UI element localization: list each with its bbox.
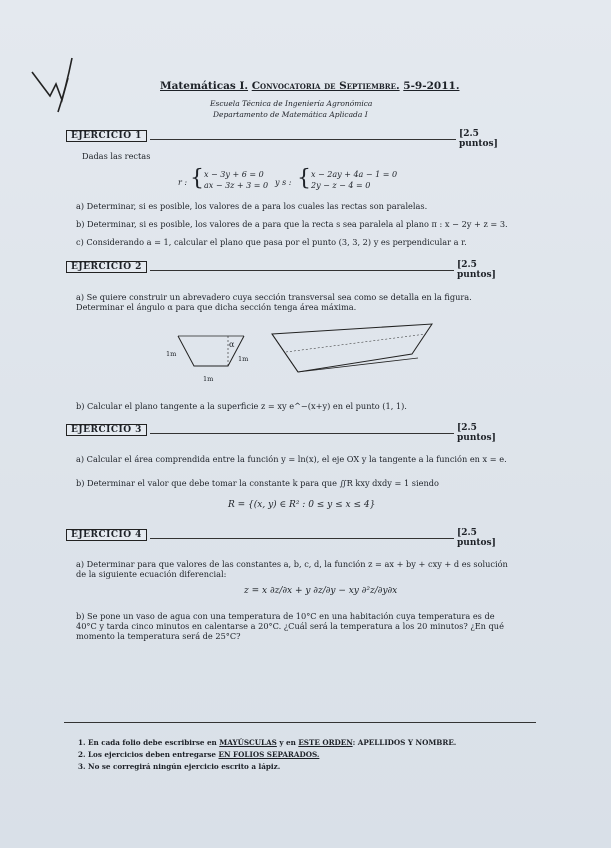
ex3-part-b: b) Determinar el valor que debe tomar la constante k para que ∬R kxy dxdy = 1 siendo — [76, 478, 439, 488]
exercise-4-points: [2.5 puntos] — [457, 528, 496, 548]
ex1-part-c: c) Considerando a = 1, calcular el plano que pasa por el punto (3, 3, 2) y es perpendicular a r. — [76, 237, 467, 247]
exercise-1-header — [66, 129, 516, 149]
exercise-3-points: [2.5 puntos] — [457, 423, 496, 443]
cross-section-figure — [160, 322, 270, 384]
exercise-4-label: EJERCICIO 4 — [66, 529, 147, 541]
line-s-eq2: 2y − z − 4 = 0 — [311, 181, 371, 190]
school-name: Escuela Técnica de Ingeniería Agronómica — [210, 99, 373, 108]
exam-title: Matemáticas I. Convocatoria de Septiembre. 5-9-2011. — [160, 80, 460, 92]
fig-label-left: 1m — [166, 350, 177, 358]
ex3-region: R = {(x, y) ∈ R² : 0 ≤ y ≤ x ≤ 4} — [228, 500, 376, 510]
fig-label-right: 1m — [238, 355, 249, 363]
note-1: 1. En cada folio debe escribirse en MAYÚSCULAS y en ESTE ORDEN: APELLIDOS Y NOMBRE. — [78, 738, 457, 747]
trough-3d-figure — [268, 320, 436, 380]
line-r-eq2: ax − 3z + 3 = 0 — [204, 181, 269, 190]
footer-divider — [64, 722, 536, 723]
exercise-2-label: EJERCICIO 2 — [66, 261, 147, 273]
line-r-eq1: x − 3y + 6 = 0 — [204, 170, 264, 179]
ex2-part-b: b) Calcular el plano tangente a la superficie z = xy e^−(x+y) en el punto (1, 1). — [76, 401, 407, 411]
ex4-pde: z = x ∂z/∂x + y ∂z/∂y − xy ∂²z/∂y∂x — [244, 586, 398, 596]
ex1-intro: Dadas las rectas — [82, 151, 151, 161]
ex1-part-b: b) Determinar, si es posible, los valores de a para que la recta s sea paralela al plano π : x − 2y + z = 3. — [76, 219, 508, 229]
ex4-part-b: b) Se pone un vaso de agua con una temperatura de 10°C en una habitación cuya temperatura es de 40°C y tarda cinco minutos en calentarse a 20°C. ¿Cuál será la temperatura a los 20 minutos? ¿En qué momento la temperatura será de 25°C? — [76, 611, 504, 641]
exercise-3-header — [66, 423, 516, 443]
fig-label-bottom: 1m — [203, 375, 214, 383]
ex4-part-a: a) Determinar para que valores de las constantes a, b, c, d, la función z = ax + by + cxy + d es solución de la siguiente ecuación diferencial: — [76, 559, 508, 579]
brace-r: { — [190, 166, 204, 191]
exercise-3-label: EJERCICIO 3 — [66, 424, 147, 436]
exercise-1-label: EJERCICIO 1 — [66, 130, 147, 142]
fig-label-angle: α — [229, 340, 235, 349]
ex3-part-a: a) Calcular el área comprendida entre la función y = ln(x), el eje OX y la tangente a la función en x = e. — [76, 454, 507, 464]
line-s-eq1: x − 2ay + 4a − 1 = 0 — [311, 170, 398, 179]
exercise-2-points: [2.5 puntos] — [457, 260, 496, 280]
department-name: Departamento de Matemática Aplicada I — [213, 110, 368, 119]
ex1-part-a: a) Determinar, si es posible, los valores de a para los cuales las rectas son paralelas. — [76, 201, 428, 211]
brace-s: { — [297, 166, 311, 191]
exercise-2-header — [66, 260, 516, 280]
note-2: 2. Los ejercicios deben entregarse EN FOLIOS SEPARADOS. — [78, 750, 320, 759]
line-s-name: y s : — [275, 178, 292, 187]
exercise-1-points: [2.5 puntos] — [459, 129, 498, 149]
ex2-part-a: a) Se quiere construir un abrevadero cuya sección transversal sea como se detalla en la figura. Determinar el ángulo α para que dicha sección tenga área máxima. — [76, 292, 472, 312]
line-r-name: r : — [178, 178, 188, 187]
exercise-4-header — [66, 528, 516, 548]
note-3: 3. No se corregirá ningún ejercicio escrito a lápiz. — [78, 762, 281, 771]
handwritten-initials — [28, 48, 98, 118]
